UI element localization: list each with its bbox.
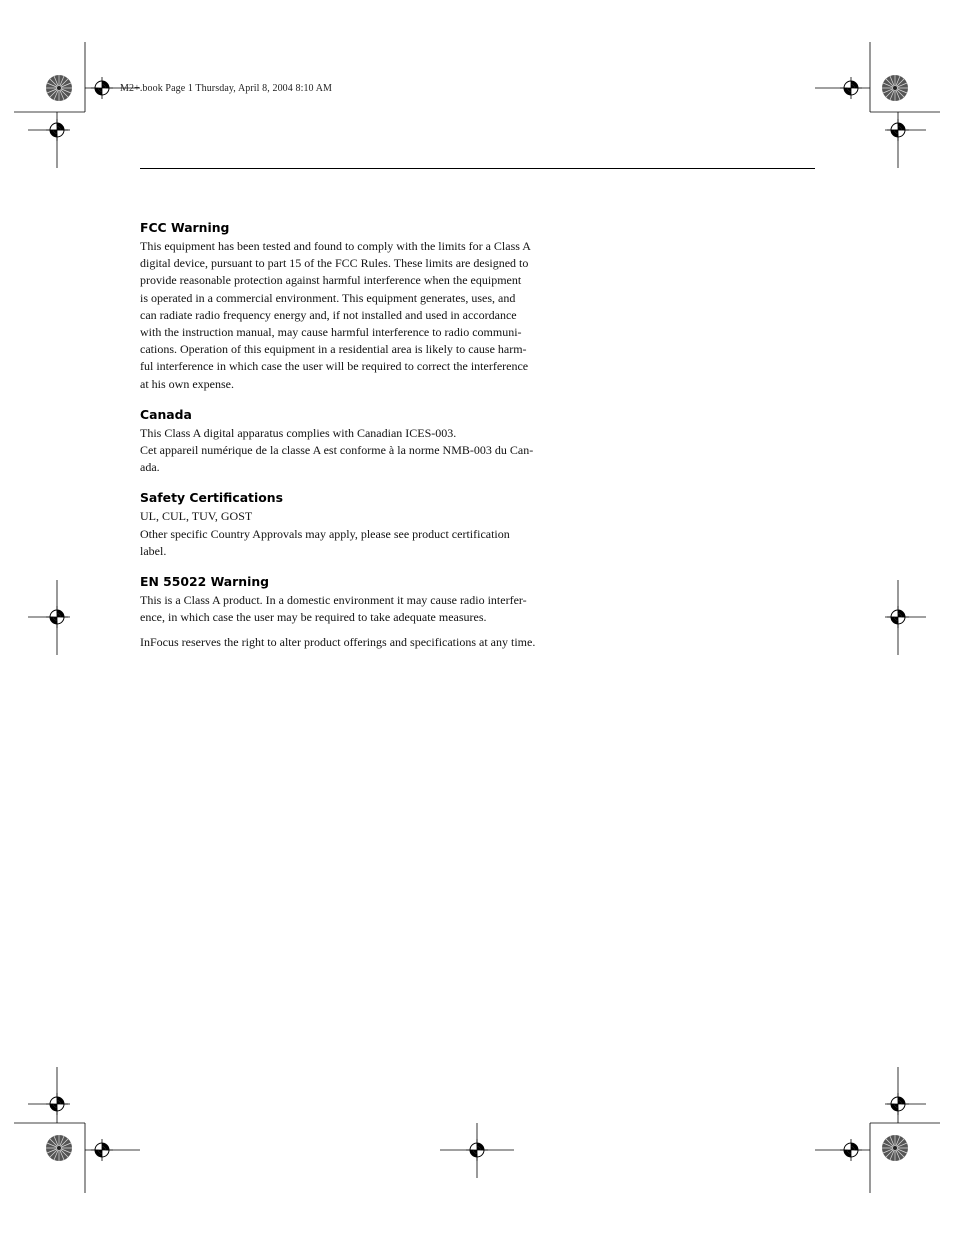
en55022-warning-section xyxy=(140,573,595,626)
body-line: ada. xyxy=(140,460,160,475)
body-line: This Class A digital apparatus complies with Canadian ICES-003. xyxy=(140,425,457,440)
body-line: label. xyxy=(140,543,167,558)
document-body xyxy=(140,219,595,652)
canada-section xyxy=(140,406,595,477)
body-line: is operated in a commercial environment. This equipment generates, uses, and xyxy=(140,290,516,305)
print-header: M2+.book Page 1 Thursday, April 8, 2004 8:10 AM xyxy=(120,83,333,94)
body-line: Cet appareil numérique de la classe A est conforme à la norme NMB-003 du Can- xyxy=(140,443,534,458)
body-line: cations. Operation of this equipment in a residential area is likely to cause harm- xyxy=(140,342,527,357)
body-line: Other specific Country Approvals may apply, please see product certification xyxy=(140,526,510,541)
fcc-warning-section xyxy=(140,219,595,393)
body-line: UL, CUL, TUV, GOST xyxy=(140,509,253,524)
en55022-warning-heading: EN 55022 Warning xyxy=(140,574,270,590)
safety-certifications-heading: Safety Certifications xyxy=(140,490,283,506)
body-line: ence, in which case the user may be required to take adequate measures. xyxy=(140,610,487,625)
fcc-warning-heading: FCC Warning xyxy=(140,220,230,235)
body-line: digital device, pursuant to part 15 of the FCC Rules. These limits are designed to xyxy=(140,256,529,271)
canada-heading: Canada xyxy=(140,406,192,422)
body-line: ful interference in which case the user will be required to correct the interference xyxy=(140,359,529,374)
body-line: with the instruction manual, may cause harmful interference to radio communi- xyxy=(140,325,522,340)
body-line: at his own expense. xyxy=(140,376,234,391)
body-line: provide reasonable protection against harmful interference when the equipment xyxy=(140,273,522,288)
header-rule xyxy=(140,168,815,169)
body-line: This equipment has been tested and found to comply with the limits for a Class A xyxy=(140,239,531,253)
disclaimer-note: InFocus reserves the right to alter product offerings and specifications at any time. xyxy=(140,635,536,650)
body-line: can radiate radio frequency energy and, if not installed and used in accordance xyxy=(140,307,517,322)
body-line: This is a Class A product. In a domestic environment it may cause radio interfer- xyxy=(140,593,527,608)
safety-certifications-section xyxy=(140,489,595,560)
